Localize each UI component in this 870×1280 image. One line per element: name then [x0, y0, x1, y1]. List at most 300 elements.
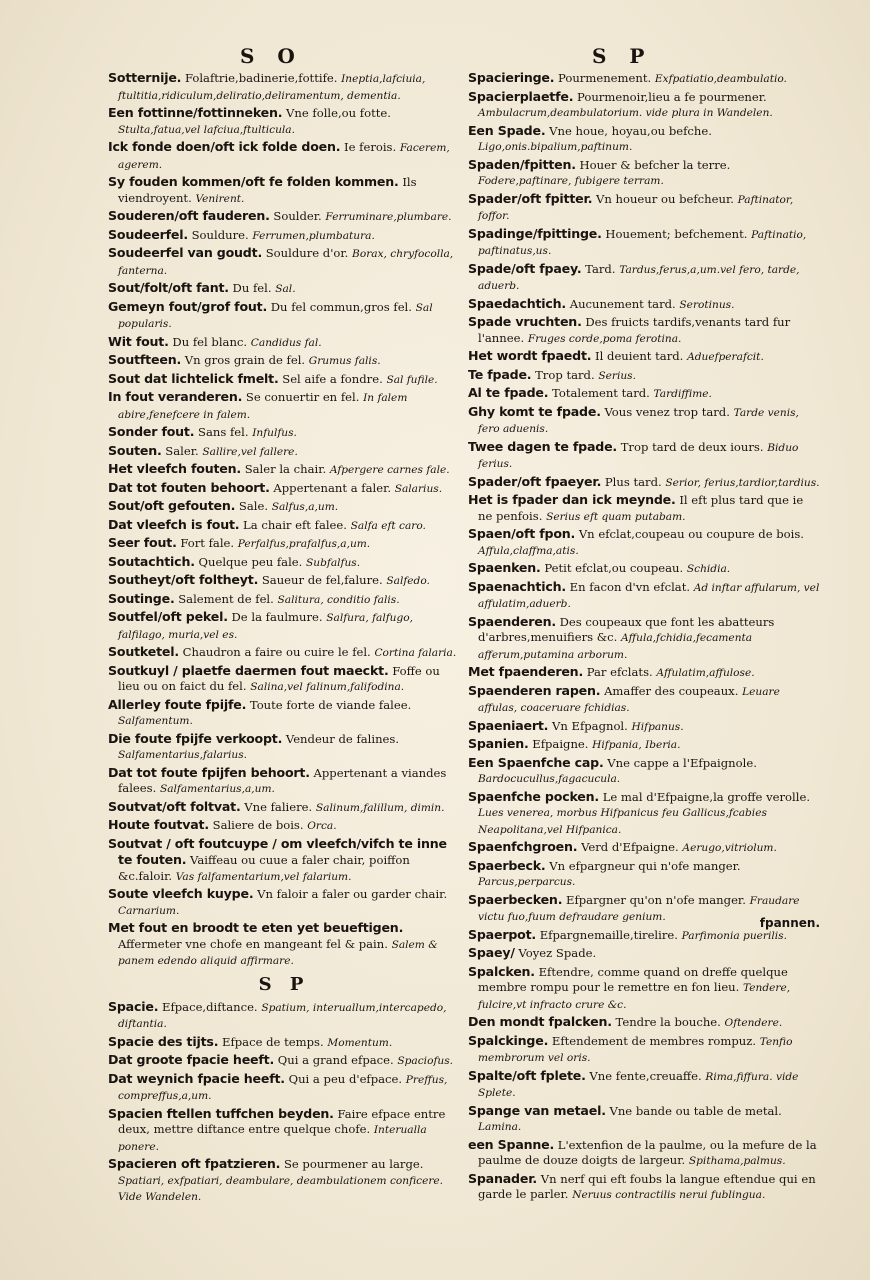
entry-headword: Spaerbeck. [468, 857, 546, 873]
entry-french: Du fel commun,gros fel. [270, 299, 412, 314]
entry-latin: Tendere, fulcire,vt infracto crure &c. [478, 982, 791, 1011]
entry-latin: Sal. [275, 283, 296, 295]
entry-headword: Met fpaenderen. [468, 664, 584, 679]
entry-headword: Spacierplaetfe. [468, 88, 574, 104]
entry-latin: Infulfus. [252, 427, 297, 439]
entry-latin: Preffus, compreffus,a,um. [118, 1073, 448, 1102]
entry-french: Efpargnemaille,tirelire. [539, 927, 678, 942]
entry-french: Vaiffeau ou cuue a faler chair, poiffon &c.faloir. [118, 853, 410, 883]
entry-french: Du fel blanc. [172, 334, 248, 349]
entry-latin: Parcus,perparcus. [478, 876, 576, 888]
dictionary-entry [108, 424, 460, 442]
entry-latin: Venirent. [195, 192, 245, 205]
entry-headword: Spange van metael. [468, 1102, 606, 1118]
entry-latin: Ferruminare,plumbare. [325, 211, 452, 223]
entry-latin: Tarde venis, fero aduenis. [478, 406, 799, 435]
entry-headword: Souten. [108, 442, 162, 458]
entry-headword: Het is fpader dan ick meynde. [468, 492, 676, 507]
entry-latin: Cortina falaria. [374, 647, 457, 659]
entry-latin: Perfalfus,prafalfus,a,um. [237, 538, 371, 550]
entry-latin: Salfus,a,um. [271, 501, 339, 513]
dictionary-entry [108, 920, 460, 970]
entry-latin: Vas falfamentarium,vel falarium. [175, 870, 352, 883]
dictionary-entry [108, 245, 460, 279]
dictionary-entry [108, 174, 460, 207]
entry-french: Vne houe, hoyau,ou befche. [549, 123, 712, 138]
entry-latin: Sal fufile. [386, 373, 438, 386]
entry-latin: Affulatim,affulose. [656, 667, 755, 679]
dictionary-entry [468, 404, 820, 438]
entry-french: Eftendre, comme quand on dreffe quelque membre rompu pour le remettre en fon lieu. [478, 964, 788, 994]
entry-french: Toute forte de viande falee. [249, 697, 412, 712]
entry-latin: Sal popularis. [118, 301, 433, 330]
entry-french: Eftendement de membres rompuz. [551, 1033, 757, 1048]
entry-headword: Spaedachtich. [468, 295, 567, 311]
entry-latin: In falem abire,fenefcere in falem. [118, 392, 408, 421]
entry-latin: Interualla ponere. [118, 1124, 427, 1153]
dictionary-entry [108, 334, 460, 352]
entry-latin: Salfamentum. [118, 715, 193, 727]
entry-latin: Ligo,onis.bipalium,paftinum. [478, 141, 633, 153]
entry-latin: Spatiari, exfpatiari, deambulare, deambulationem conficere. Vide Wandelen. [118, 1174, 444, 1203]
entry-latin: Serius. [598, 369, 636, 382]
entry-headword: Ick fonde doen/oft ick folde doen. [108, 139, 341, 154]
entry-french: Houement; befchement. [605, 226, 748, 241]
entry-latin: Parfimonia puerilis. [681, 929, 787, 942]
dictionary-entry [468, 123, 820, 156]
entry-headword: Soutketel. [108, 644, 179, 659]
entry-headword: Spaeniaert. [468, 717, 549, 733]
entry-headword: Soudeerfel van goudt. [108, 245, 263, 260]
dictionary-entry [108, 280, 460, 298]
entry-latin: Salfura, falfugo, falfilago, muria,vel es. [118, 612, 413, 641]
dictionary-entry [108, 227, 460, 245]
entry-headword: Spaenken. [468, 560, 541, 575]
dictionary-entry [108, 1071, 460, 1105]
entry-french: Sel aife a fondre. [282, 371, 383, 386]
entry-latin: Afpergere carnes fale. [329, 464, 450, 476]
dictionary-entry [468, 474, 820, 492]
entry-latin: Carnarium. [118, 904, 180, 917]
dictionary-entry [108, 817, 460, 835]
entry-headword: Soutinge. [108, 590, 175, 606]
entry-latin: Ineptia,lafciuia, ftultitia,ridiculum,deliratio,deliramentum, dementia. [118, 73, 426, 102]
entry-headword: Sy fouden kommen/oft fe folden kommen. [108, 174, 399, 189]
dictionary-entry [468, 718, 820, 736]
dictionary-entry [108, 443, 460, 461]
dictionary-entry [108, 572, 460, 590]
entry-latin: Ad inftar affularum, vel affulatim,aduerb. [478, 581, 820, 610]
entry-latin: Oftendere. [724, 1017, 783, 1029]
entry-latin: Orca. [307, 820, 337, 832]
entry-headword: Souderen/oft fauderen. [108, 208, 270, 223]
entry-french: Efpargner qu'on n'ofe manger. [565, 892, 746, 907]
entry-french: Trop tard de deux iours. [620, 439, 764, 454]
dictionary-entry [468, 579, 820, 613]
entry-latin: Bardocucullus,fagacucula. [478, 773, 621, 785]
entry-french: Appertenant a faler. [273, 480, 392, 495]
entry-headword: Twee dagen te fpade. [468, 438, 618, 454]
dictionary-entry [468, 89, 820, 122]
dictionary-entry [468, 683, 820, 717]
dictionary-entry [108, 461, 460, 479]
entry-latin: Serius eft quam putabam. [546, 510, 686, 523]
entry-headword: Spade/oft fpaey. [468, 260, 582, 276]
entry-french: La chair eft falee. [243, 517, 347, 532]
dictionary-entry [108, 644, 460, 662]
entry-french: Pourmenement. [558, 71, 652, 85]
entry-french: Vne bande ou table de metal. [609, 1103, 782, 1118]
entry-french: Efpace de temps. [221, 1034, 324, 1049]
entry-headword: Dat groote fpacie heeft. [108, 1052, 275, 1067]
entry-headword: Soutvat/oft foltvat. [108, 798, 241, 814]
entry-latin: Salfamentarius,a,um. [159, 783, 275, 795]
entry-latin: Salfamentarius,falarius. [118, 749, 248, 761]
entry-french: Se conuertir en fel. [245, 390, 360, 404]
entry-latin: Salitura, conditio falis. [277, 593, 400, 606]
entry-french: Foffe ou lieu ou on faict du fel. [118, 663, 440, 693]
entry-headword: Spalcken. [468, 963, 535, 979]
dictionary-entry [468, 226, 820, 260]
entry-french: Le mal d'Efpaigne,la groffe verolle. [602, 789, 810, 804]
entry-french: Salement de fel. [178, 591, 274, 606]
entry-french: Chaudron a faire ou cuire le fel. [182, 645, 371, 659]
entry-latin: Salina,vel falinum,falifodina. [250, 681, 405, 693]
entry-french: L'extenfion de la paulme, ou la mefure de la paulme de douze doigts de largeur. [478, 1137, 817, 1167]
entry-french: Tard. [585, 261, 616, 276]
dictionary-entry [468, 839, 820, 857]
entry-latin: Candidus fal. [250, 336, 322, 349]
entry-headword: Spacie des tijts. [108, 1033, 219, 1049]
entry-french: Par efclats. [586, 665, 653, 679]
dictionary-entry [108, 371, 460, 389]
entry-french: Vn efclat,coupeau ou coupure de bois. [578, 527, 804, 541]
entry-french: Totalement tard. [552, 386, 650, 400]
dictionary-entry [468, 526, 820, 559]
entry-french: Vn houeur ou befcheur. [595, 191, 734, 206]
entry-headword: Met fout en broodt te eten yet beueftigen. [108, 920, 404, 935]
entry-french: Efpace,diftance. [161, 999, 258, 1014]
entry-headword: Wit fout. [108, 333, 169, 349]
entry-latin: Subfalfus. [306, 556, 361, 569]
entry-french: Saler. [165, 443, 199, 458]
entry-latin: Tardiffime. [653, 388, 712, 400]
entry-headword: Spaenderen rapen. [468, 682, 601, 698]
entry-headword: Sout dat lichtelick fmelt. [108, 370, 279, 386]
entry-french: Des coupeaux que font les abatteurs d'arbres,menuifiers &c. [478, 614, 775, 644]
entry-headword: Een fottinne/fottinneken. [108, 105, 283, 120]
entry-headword: Spaenfche pocken. [468, 788, 599, 804]
entry-latin: Salarius. [394, 482, 443, 495]
entry-french: Fort fale. [180, 536, 235, 550]
entry-french: Saler la chair. [244, 462, 327, 476]
entry-french: Il eft plus tard que ie ne penfois. [478, 493, 804, 523]
dictionary-entry [108, 517, 460, 535]
entry-headword: In fout veranderen. [108, 389, 243, 404]
entry-headword: Soutvat / oft foutcuype / om vleefch/vifch te inne te fouten. [108, 835, 447, 867]
entry-headword: Spaen/oft fpon. [468, 526, 576, 541]
entry-latin: Fraudare victu fuo,fuum defraudare genium. [478, 894, 800, 923]
dictionary-entry [468, 1014, 820, 1032]
entry-latin: Paftinator, foffor. [478, 193, 794, 222]
entry-french: Ie ferois. [344, 140, 397, 154]
dictionary-entry [468, 157, 820, 190]
dictionary-entry [468, 1103, 820, 1136]
section-heading: S P [258, 973, 310, 995]
entry-latin: Spaciofus. [397, 1055, 453, 1067]
entry-french: Amaffer des coupeaux. [604, 683, 739, 698]
entry-latin: Lamina. [478, 1121, 522, 1133]
entry-french: Appertenant a viandes falees. [118, 765, 447, 795]
dictionary-entry [108, 799, 460, 817]
entry-latin: Affula,fchidia,fecamenta afferum,putamina arborum. [478, 632, 753, 661]
dictionary-entry [468, 314, 820, 347]
dictionary-entry [108, 480, 460, 498]
entry-latin: Tardus,ferus,a,um.vel fero, tarde, aduerb. [478, 263, 800, 292]
dictionary-entry [108, 1052, 460, 1070]
entry-french: De la faulmure. [231, 610, 323, 624]
dictionary-entry [108, 389, 460, 423]
entry-french: Trop tard. [535, 367, 595, 382]
entry-french: Plus tard. [604, 474, 662, 489]
entry-french: Quelque peu fale. [198, 554, 303, 569]
entry-french: Saueur de fel,falure. [261, 573, 383, 587]
dictionary-entry [108, 70, 460, 104]
entry-french: Voyez Spade. [518, 946, 597, 960]
page-header-right: S P [592, 44, 653, 68]
entry-french: Vn Efpagnol. [551, 718, 628, 733]
entry-headword: Den mondt fpalcken. [468, 1014, 612, 1029]
entry-french: Saliere de bois. [212, 818, 304, 832]
entry-headword: Spaenfchgroen. [468, 839, 578, 854]
entry-french: Se pourmener au large. [283, 1157, 424, 1171]
dictionary-entry [468, 296, 820, 314]
entry-headword: Spaey/ [468, 945, 515, 960]
entry-french: Vne folle,ou fotte. [286, 106, 391, 120]
entry-headword: Spader/oft fpaeyer. [468, 473, 602, 489]
entry-latin: Biduo ferius. [478, 441, 799, 470]
entry-latin: Serior, ferius,tardior,tardius. [665, 476, 820, 489]
entry-headword: Spaden/fpitten. [468, 156, 576, 172]
entry-french: Vne faliere. [244, 799, 313, 814]
entry-french: Vn efpargneur qui n'ofe manger. [549, 858, 741, 873]
entry-french: Vendeur de falines. [285, 731, 400, 746]
entry-latin: Stulta,fatua,vel lafciua,ftulticula. [118, 123, 295, 136]
entry-latin: Leuare affulas, coaceruare fchidias. [478, 685, 780, 714]
entry-french: Houer & befcher la terre. [579, 157, 731, 172]
entry-french: Soulder. [273, 209, 322, 223]
page-header-left: S O [240, 44, 303, 68]
dictionary-entry [468, 367, 820, 385]
entry-french: Vous venez trop tard. [604, 404, 730, 419]
entry-headword: Spaenderen. [468, 613, 556, 629]
dictionary-entry [108, 663, 460, 696]
entry-french: Petit efclat,ou coupeau. [544, 561, 684, 575]
entry-headword: Spacieren oft fpatzieren. [108, 1156, 281, 1171]
dictionary-entry [108, 886, 460, 919]
entry-headword: Sonder fout. [108, 424, 195, 439]
entry-latin: Sallire,vel fallere. [202, 445, 298, 458]
dictionary-entry [108, 299, 460, 333]
dictionary-entry [108, 999, 460, 1033]
entry-latin: Neruus contractilis nerui fublingua. [572, 1189, 766, 1201]
dictionary-entry [108, 139, 460, 173]
dictionary-entry [108, 352, 460, 370]
dictionary-entry [468, 348, 820, 366]
left-column [108, 70, 460, 1207]
entry-headword: Seer fout. [108, 535, 177, 550]
entry-french: En facon d'vn efclat. [569, 579, 691, 594]
dictionary-entry [468, 736, 820, 754]
dictionary-entry [108, 554, 460, 572]
entry-french: Tendre la bouche. [615, 1015, 721, 1029]
entry-headword: Ghy komt te fpade. [468, 403, 601, 419]
entry-latin: Hifpania, Iberia. [592, 739, 681, 751]
entry-latin: Grumus falis. [308, 355, 381, 367]
entry-french: Folaftrie,badinerie,fottife. [184, 71, 338, 85]
dictionary-entry [108, 535, 460, 553]
entry-headword: Het wordt fpaedt. [468, 348, 592, 363]
entry-french: Vne fente,creuaffe. [589, 1068, 702, 1083]
dictionary-entry [468, 614, 820, 664]
entry-french: Du fel. [232, 281, 272, 295]
entry-latin: Salem & panem edendo aliquid affirmare. [118, 938, 438, 967]
dictionary-entry [468, 664, 820, 682]
entry-french: Qui a grand efpace. [277, 1053, 394, 1067]
entry-french: Efpaigne. [532, 737, 589, 751]
entry-headword: Het vleefch fouten. [108, 461, 241, 476]
entry-latin: Paftinatio, paftinatus,us. [478, 228, 807, 257]
entry-french: Pourmenoir,lieu a fe pourmener. [577, 89, 767, 104]
entry-french: Aucunement tard. [569, 296, 676, 311]
dictionary-entry [108, 498, 460, 516]
entry-french: Vn nerf qui eft foubs la langue eftendue qui en garde le parler. [478, 1171, 816, 1201]
entry-latin: Lues venerea, morbus Hifpanicus feu Gallicus,fcabies Neapolitana,vel Hifpanica. [478, 807, 767, 836]
dictionary-entry [108, 697, 460, 730]
entry-latin: Hifpanus. [631, 720, 684, 733]
entry-latin: Ambulacrum,deambulatorium. vide plura in Wandelen. [478, 107, 773, 119]
entry-headword: Houte foutvat. [108, 817, 209, 832]
dictionary-entry [108, 208, 460, 226]
entry-headword: Soutkuyl / plaetfe daermen fout maeckt. [108, 662, 389, 678]
entry-latin: Spithama,palmus. [688, 1155, 786, 1167]
entry-headword: Spader/oft fpitter. [468, 190, 593, 206]
dictionary-entry [468, 560, 820, 578]
entry-headword: Te fpade. [468, 366, 532, 382]
entry-french: Faire efpace entre deux, mettre diftance entre quelque chofe. [118, 1106, 446, 1136]
dictionary-entry [108, 1156, 460, 1206]
entry-latin: Rima,fiffura. vide Splete. [478, 1070, 799, 1099]
entry-headword: Southeyt/oft foltheyt. [108, 572, 259, 587]
entry-latin: Aduefperafcit. [687, 351, 764, 363]
dictionary-entry [468, 964, 820, 1014]
entry-french: Des fruicts tardifs,venants tard fur l'annee. [478, 315, 791, 345]
entry-latin: Borax, chryfocolla, fanterna. [118, 248, 454, 277]
dictionary-entry [468, 858, 820, 891]
dictionary-entry [468, 1137, 820, 1170]
entry-headword: Gemeyn fout/grof fout. [108, 298, 268, 314]
dictionary-entry [108, 765, 460, 798]
entry-french: Verd d'Efpaigne. [581, 840, 679, 854]
entry-latin: Momentum. [327, 1036, 393, 1049]
entry-headword: Spaerpot. [468, 926, 537, 942]
entry-headword: Soutfel/oft pekel. [108, 609, 228, 624]
entry-headword: Soute vleefch kuype. [108, 886, 254, 901]
entry-french: Il deuient tard. [595, 349, 684, 363]
entry-latin: Ferrumen,plumbatura. [252, 229, 375, 242]
entry-headword: Dat vleefch is fout. [108, 516, 240, 532]
entry-headword: een Spanne. [468, 1136, 555, 1152]
dictionary-entry [108, 591, 460, 609]
entry-headword: Spacie. [108, 998, 159, 1014]
entry-french: Sans fel. [198, 425, 249, 439]
right-column [468, 70, 820, 1205]
entry-french: Ils viendroyent. [118, 175, 417, 205]
entry-headword: Spanader. [468, 1170, 538, 1186]
entry-french: Qui a peu d'efpace. [288, 1071, 403, 1086]
entry-headword: Die foute fpijfe verkoopt. [108, 730, 283, 746]
dictionary-entry [468, 492, 820, 525]
entry-headword: Spanien. [468, 736, 529, 751]
entry-french: Affermeter vne chofe en mangeant fel & pain. [118, 936, 388, 951]
entry-french: Vn faloir a faler ou garder chair. [257, 887, 448, 901]
dictionary-entry [468, 70, 820, 88]
entry-headword: Spacien ftellen tuffchen beyden. [108, 1105, 334, 1121]
entry-headword: Soutfteen. [108, 352, 182, 367]
entry-latin: Aerugo,vitriolum. [682, 842, 777, 854]
entry-headword: Soudeerfel. [108, 226, 188, 242]
entry-headword: Spaerbecken. [468, 891, 563, 907]
dictionary-entry [468, 755, 820, 788]
entry-headword: Spalte/oft fplete. [468, 1067, 586, 1083]
entry-headword: Spaenachtich. [468, 578, 566, 594]
entry-headword: Dat tot foute fpijfen behoort. [108, 764, 310, 780]
dictionary-entry [468, 261, 820, 295]
entry-headword: Sout/folt/oft fant. [108, 280, 229, 295]
entry-french: Souldure. [191, 227, 249, 242]
entry-latin: Facerem, agerem. [118, 142, 450, 171]
entry-latin: Tenfio membrorum vel oris. [478, 1035, 793, 1064]
entry-headword: Sotternije. [108, 70, 182, 85]
entry-french: Sale. [238, 499, 269, 513]
entry-headword: Een Spaenfche cap. [468, 754, 604, 770]
dictionary-entry [108, 105, 460, 138]
entry-latin: Spatium, interuallum,intercapedo, diftantia. [118, 1001, 447, 1030]
dictionary-entry [468, 1068, 820, 1102]
entry-latin: Fodere,paftinare, fubigere terram. [478, 175, 664, 187]
dictionary-entry [468, 191, 820, 225]
entry-latin: Salinum,falillum, dimin. [315, 801, 445, 814]
entry-latin: Affula,claffma,atis. [478, 544, 579, 557]
dictionary-entry [108, 1034, 460, 1052]
dictionary-entry [108, 1106, 460, 1156]
entry-latin: Exfpatiatio,deambulatio. [654, 73, 787, 85]
entry-headword: Dat tot fouten behoort. [108, 479, 270, 495]
entry-headword: Spacieringe. [468, 70, 555, 85]
dictionary-entry [468, 945, 820, 963]
entry-headword: Spade vruchten. [468, 314, 582, 329]
entry-french: Vn gros grain de fel. [184, 353, 306, 367]
entry-headword: Spadinge/fpittinge. [468, 225, 602, 241]
dictionary-entry [468, 385, 820, 403]
dictionary-entry [468, 1033, 820, 1067]
entry-headword: Dat weynich fpacie heeft. [108, 1070, 285, 1086]
dictionary-entry [108, 609, 460, 643]
entry-french: Souldure d'or. [265, 246, 349, 260]
dictionary-entry [468, 439, 820, 473]
dictionary-entry [108, 731, 460, 764]
entry-headword: Sout/oft gefouten. [108, 498, 236, 513]
